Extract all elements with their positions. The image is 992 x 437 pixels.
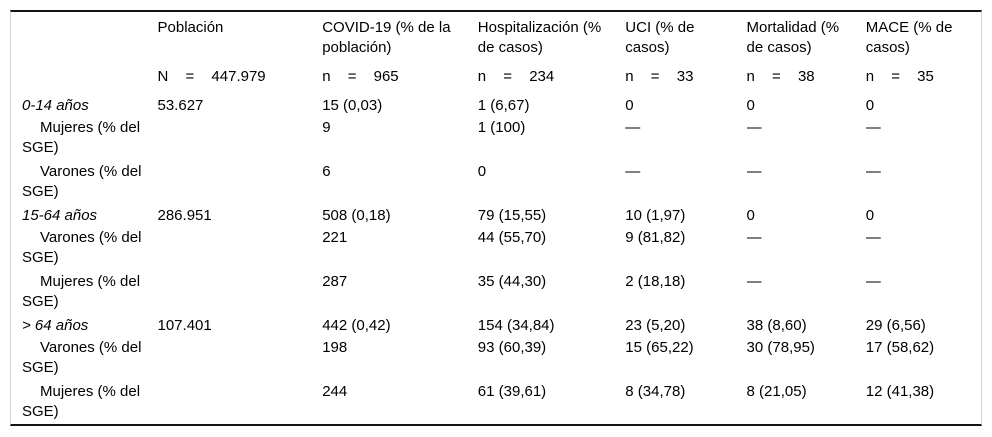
value-cell xyxy=(158,336,323,380)
row-label: Varones (% del SGE) xyxy=(22,229,142,266)
sex-subgroup-row xyxy=(11,160,981,204)
sample-size-cell: n = 33 xyxy=(625,68,694,85)
value-cell: 1 (6,67) xyxy=(477,97,530,114)
row-label: Mujeres (% del SGE) xyxy=(22,273,141,310)
value-cell: 0 xyxy=(746,207,755,224)
value-cell: — xyxy=(865,229,881,246)
column-header xyxy=(11,12,158,67)
age-group-row xyxy=(11,94,981,116)
value-cell: — xyxy=(865,273,881,290)
value-cell: 53.627 xyxy=(157,97,204,114)
value-cell: 0 xyxy=(477,163,487,180)
sex-subgroup-row xyxy=(11,226,981,270)
value-cell: 17 (58,62) xyxy=(865,339,935,356)
sex-subgroup-row xyxy=(11,116,981,160)
value-cell: 6 xyxy=(322,163,331,180)
value-cell xyxy=(158,116,323,160)
value-cell: 286.951 xyxy=(157,207,212,224)
value-cell: 61 (39,61) xyxy=(477,383,547,400)
sample-size-row xyxy=(11,67,981,94)
value-cell: 287 xyxy=(322,273,348,290)
value-cell: 198 xyxy=(322,339,348,356)
value-cell: 15 (65,22) xyxy=(625,339,694,356)
table-body xyxy=(11,94,981,424)
value-cell: — xyxy=(746,163,762,180)
age-group-row xyxy=(11,204,981,226)
column-header: Mortalidad (% de casos) xyxy=(746,19,840,56)
value-cell xyxy=(158,226,323,270)
value-cell: 8 (34,78) xyxy=(625,383,686,400)
value-cell: 12 (41,38) xyxy=(865,383,935,400)
value-cell: 8 (21,05) xyxy=(746,383,807,400)
value-cell: — xyxy=(746,119,762,136)
value-cell: 15 (0,03) xyxy=(322,97,383,114)
value-cell: — xyxy=(746,273,762,290)
value-cell: — xyxy=(625,163,641,180)
value-cell: 442 (0,42) xyxy=(322,317,391,334)
value-cell: 93 (60,39) xyxy=(477,339,547,356)
value-cell: 79 (15,55) xyxy=(477,207,547,224)
value-cell: 29 (6,56) xyxy=(865,317,926,334)
row-label: Varones (% del SGE) xyxy=(22,163,142,200)
value-cell: 23 (5,20) xyxy=(625,317,686,334)
value-cell xyxy=(158,380,323,424)
outcomes-table-container xyxy=(10,10,982,426)
row-label: > 64 años xyxy=(22,317,89,334)
value-cell: — xyxy=(865,163,881,180)
sample-size-cell: n = 234 xyxy=(477,68,555,85)
row-label: 0-14 años xyxy=(22,97,89,114)
value-cell: 1 (100) xyxy=(477,119,526,136)
sex-subgroup-row xyxy=(11,336,981,380)
value-cell: 107.401 xyxy=(157,317,212,334)
row-label: Mujeres (% del SGE) xyxy=(22,119,141,156)
sample-size-cell: n = 35 xyxy=(865,68,934,85)
value-cell: 10 (1,97) xyxy=(625,207,686,224)
row-label: 15-64 años xyxy=(22,207,98,224)
value-cell: 0 xyxy=(865,207,875,224)
value-cell xyxy=(158,270,323,314)
value-cell: 9 xyxy=(322,119,331,136)
column-header: MACE (% de casos) xyxy=(865,19,953,56)
value-cell xyxy=(158,160,323,204)
column-header: UCI (% de casos) xyxy=(625,19,695,56)
row-label: Varones (% del SGE) xyxy=(22,339,142,376)
sample-size-cell xyxy=(11,67,158,94)
value-cell: 508 (0,18) xyxy=(322,207,391,224)
sample-size-cell: n = 38 xyxy=(746,68,815,85)
value-cell: — xyxy=(865,119,881,136)
value-cell: 44 (55,70) xyxy=(477,229,547,246)
column-header: Hospitalización (% de casos) xyxy=(477,19,602,56)
value-cell: 9 (81,82) xyxy=(625,229,686,246)
value-cell: 0 xyxy=(746,97,755,114)
table-header xyxy=(11,12,981,94)
sample-size-cell: n = 965 xyxy=(322,68,399,85)
value-cell: 2 (18,18) xyxy=(625,273,686,290)
age-group-row xyxy=(11,314,981,336)
value-cell: 154 (34,84) xyxy=(477,317,555,334)
value-cell: — xyxy=(625,119,641,136)
value-cell: 0 xyxy=(865,97,875,114)
covid-outcomes-by-age-table xyxy=(11,12,981,424)
column-header: COVID-19 (% de la población) xyxy=(322,19,451,56)
column-header: Población xyxy=(157,19,224,36)
row-label: Mujeres (% del SGE) xyxy=(22,383,141,420)
header-row xyxy=(11,12,981,67)
sex-subgroup-row xyxy=(11,380,981,424)
value-cell: 0 xyxy=(625,97,634,114)
value-cell: — xyxy=(746,229,762,246)
value-cell: 221 xyxy=(322,229,348,246)
sample-size-cell: N = 447.979 xyxy=(157,68,266,85)
sex-subgroup-row xyxy=(11,270,981,314)
value-cell: 244 xyxy=(322,383,348,400)
value-cell: 38 (8,60) xyxy=(746,317,807,334)
value-cell: 35 (44,30) xyxy=(477,273,547,290)
value-cell: 30 (78,95) xyxy=(746,339,815,356)
